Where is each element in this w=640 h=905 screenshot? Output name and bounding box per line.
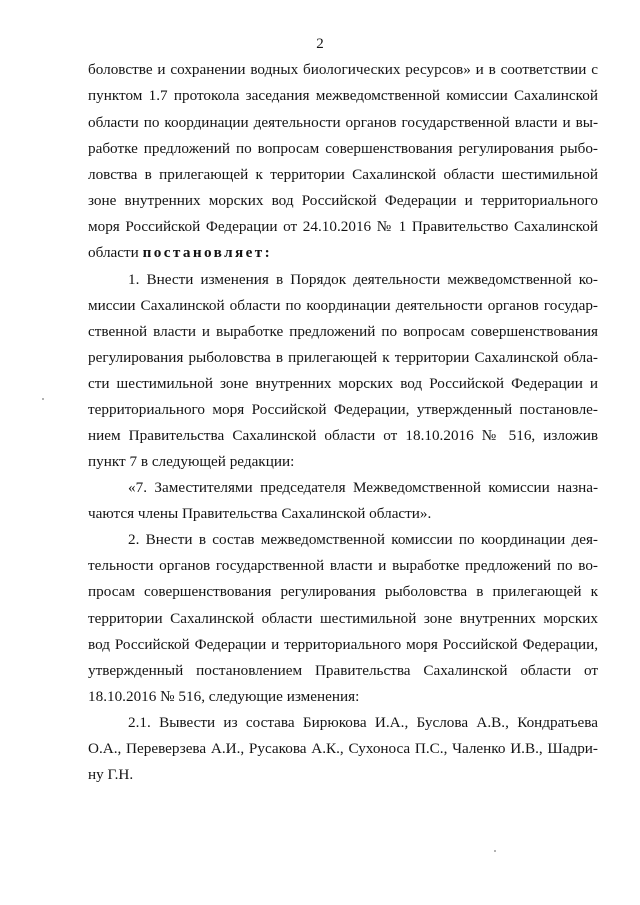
text-line: пунктом 1.7 протокола заседания межведомственной комиссии Сахалинской bbox=[88, 87, 598, 104]
text-line: просам совершенствования регулирования рыболовства в прилегающей к bbox=[88, 583, 598, 600]
text-line: сти шестимильной зоне внутренних морских вод Российской Федерации и bbox=[88, 375, 598, 392]
text-line: вод Российской Федерации и территориального моря Российской Федерации, bbox=[88, 636, 598, 653]
text-fragment: области bbox=[88, 244, 139, 261]
scan-speck bbox=[494, 850, 496, 852]
text-line: утвержденный постановлением Правительства Сахалинской области от bbox=[88, 662, 598, 679]
text-line: ловства в прилегающей к территории Сахалинской области шестимильной bbox=[88, 166, 598, 183]
text-line: ственной власти и выработке предложений по вопросам совершенствования bbox=[88, 323, 598, 340]
text-line: миссии Сахалинской области по координации деятельности органов государ- bbox=[88, 297, 598, 314]
text-line: чаются члены Правительства Сахалинской области». bbox=[88, 505, 432, 522]
text-line: О.А., Переверзева А.И., Русакова А.К., Сухоноса П.С., Чаленко И.В., Шадри- bbox=[88, 740, 598, 757]
text-line: боловстве и сохранении водных биологических ресурсов» и в соответствии с bbox=[88, 61, 598, 78]
scan-speck bbox=[42, 398, 44, 400]
text-line: «7. Заместителями председателя Межведомственной комиссии назна- bbox=[128, 479, 598, 496]
text-line: моря Российской Федерации от 24.10.2016 № 1 Правительство Сахалинской bbox=[88, 218, 598, 235]
text-line: области по координации деятельности органов государственной власти и вы- bbox=[88, 114, 598, 131]
text-line: нием Правительства Сахалинской области от 18.10.2016 № 516, изложив bbox=[88, 427, 598, 444]
text-line: 2. Внести в состав межведомственной комиссии по координации дея- bbox=[128, 531, 598, 548]
text-line bbox=[88, 243, 598, 263]
decree-word: постановляет: bbox=[142, 244, 273, 261]
text-line: 18.10.2016 № 516, следующие изменения: bbox=[88, 688, 360, 705]
text-line: работке предложений по вопросам совершенствования регулирования рыбо- bbox=[88, 140, 598, 157]
page-number: 2 bbox=[316, 36, 324, 52]
text-line: регулирования рыболовства в прилегающей к территории Сахалинской обла- bbox=[88, 349, 598, 366]
text-line: территориального моря Российской Федерации, утвержденный постановле- bbox=[88, 401, 598, 418]
text-line: тельности органов государственной власти и выработке предложений по во- bbox=[88, 557, 598, 574]
text-line: 1. Внести изменения в Порядок деятельности межведомственной ко- bbox=[128, 271, 598, 288]
text-line: пункт 7 в следующей редакции: bbox=[88, 453, 295, 470]
text-line: ну Г.Н. bbox=[88, 766, 134, 783]
text-line: зоне внутренних морских вод Российской Федерации и территориального bbox=[88, 192, 598, 209]
text-line: территории Сахалинской области шестимильной зоне внутренних морских bbox=[88, 610, 598, 627]
text-line: 2.1. Вывести из состава Бирюкова И.А., Буслова А.В., Кондратьева bbox=[128, 714, 598, 731]
